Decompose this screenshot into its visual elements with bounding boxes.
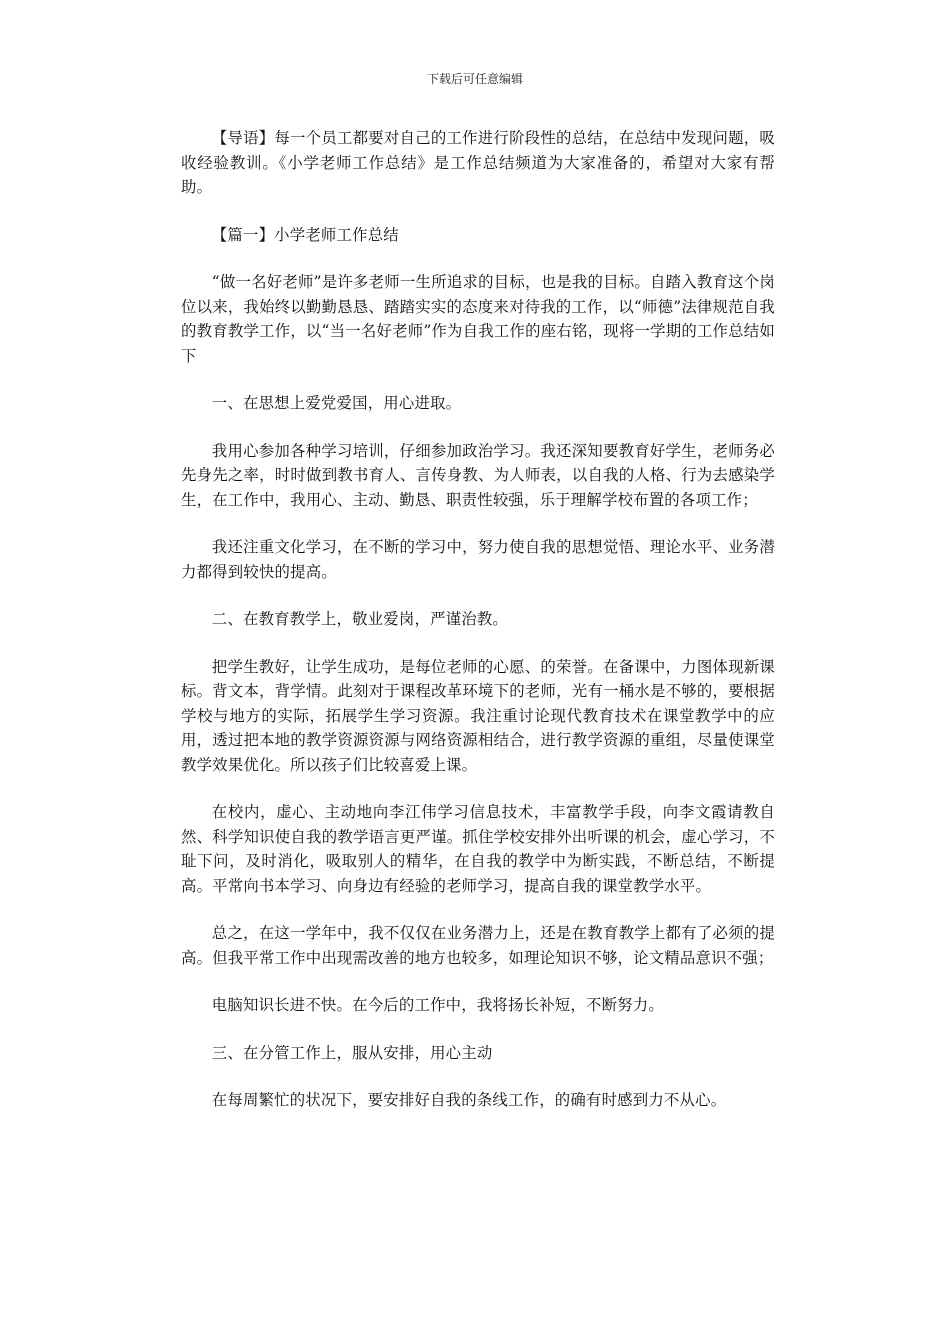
body-paragraph: 在校内，虚心、主动地向李江伟学习信息技术，丰富教学手段，向李文霞请教自然、科学知识使自我的教学语言更严谨。抓住学校安排外出听课的机会，虚心学习，不耻下问，及时消化，吸取别人的精华，在自我的教学中为断实践，不断总结，不断提高。平常向书本学习、向身边有经验的老师学习，提高自我的课堂教学水平。 <box>181 803 775 895</box>
body-paragraph: 电脑知识长进不快。在今后的工作中，我将扬长补短，不断努力。 <box>211 996 664 1014</box>
body-paragraph: 我用心参加各种学习培训，仔细参加政治学习。我还深知要教育好学生，老师务必先身先之率，时时做到教书育人、言传身教、为人师表，以自我的人格、行为去感染学生，在工作中，我用心、主动、勤恳、职责性较强，乐于理解学校布置的各项工作； <box>181 441 775 509</box>
body-paragraph: 总之，在这一学年中，我不仅仅在业务潜力上，还是在教育教学上都有了必须的提高。但我平常工作中出现需改善的地方也较多，如理论知识不够，论文精品意识不强； <box>181 924 775 967</box>
body-paragraph: 我还注重文化学习，在不断的学习中，努力使自我的思想觉悟、理论水平、业务潜力都得到较快的提高。 <box>181 538 775 581</box>
intro-paragraph: 【导语】每一个员工都要对自己的工作进行阶段性的总结，在总结中发现问题，吸收经验教训。《小学老师工作总结》是工作总结频道为大家准备的，希望对大家有帮助。 <box>181 129 775 196</box>
page-header: 下载后可任意编辑 <box>426 72 523 86</box>
document-body <box>181 126 775 1136</box>
body-paragraph: 把学生教好，让学生成功，是每位老师的心愿、的荣誉。在备课中，力图体现新课标。背文本，背学情。此刻对于课程改革环境下的老师，光有一桶水是不够的，要根据学校与地方的实际，拓展学生学习资源。我注重讨论现代教育技术在课堂教学中的应用，透过把本地的教学资源资源与网络资源相结合，进行教学资源的重组，尽量使课堂教学效果优化。所以孩子们比较喜爱上课。 <box>181 657 775 774</box>
subheading: 一、在思想上爱党爱国，用心进取。 <box>211 394 462 412</box>
body-paragraph: “做一名好老师”是许多老师一生所追求的目标，也是我的目标。自踏入教育这个岗位以来，我始终以勤勤恳恳、踏踏实实的态度来对待我的工作，以“师德”法律规范自我的教育教学工作，以“当一名好老师”作为自我工作的座右铭，现将一学期的工作总结如下 <box>181 273 775 365</box>
body-paragraph: 在每周繁忙的状况下，要安排好自我的条线工作，的确有时感到力不从心。 <box>211 1091 727 1109</box>
section-title: 【篇一】小学老师工作总结 <box>211 225 399 244</box>
subheading: 三、在分管工作上，服从安排，用心主动 <box>211 1043 493 1062</box>
subheading: 二、在教育教学上，敬业爱岗，严谨治教。 <box>211 610 509 628</box>
